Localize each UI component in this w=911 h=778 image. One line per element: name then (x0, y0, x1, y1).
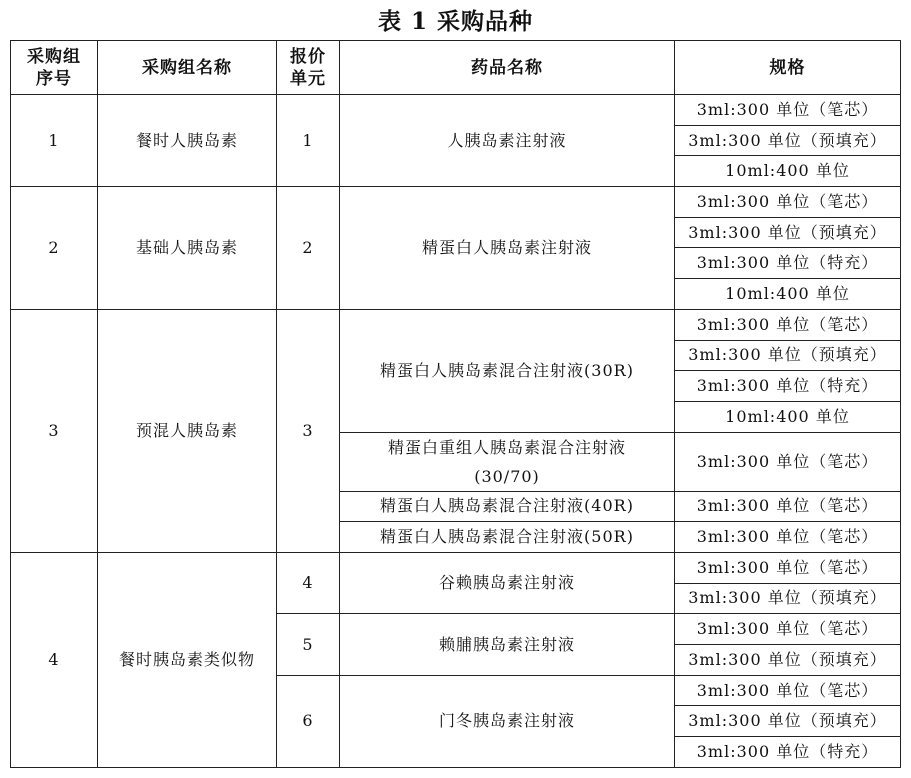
spec-cell: 3ml:300 单位（预填充） (675, 217, 901, 248)
header-unit (277, 41, 340, 95)
group-name-cell: 基础人胰岛素 (98, 187, 277, 310)
unit-cell: 1 (277, 95, 340, 187)
group-name-cell: 预混人胰岛素 (98, 309, 277, 552)
table-row (11, 309, 901, 340)
header-group-no-line2: 序号 (36, 68, 72, 89)
header-unit-line1: 报价 (290, 46, 326, 67)
header-unit-line2: 单元 (290, 68, 326, 89)
group-name-cell: 餐时人胰岛素 (98, 95, 277, 187)
spec-cell: 3ml:300 单位（特充） (675, 737, 901, 768)
drug-name-cell: 精蛋白人胰岛素注射液 (340, 187, 675, 310)
drug-name-line2: (30/70) (474, 466, 540, 486)
spec-cell: 3ml:300 单位（预填充） (675, 645, 901, 676)
spec-cell: 3ml:300 单位（笔芯） (675, 522, 901, 553)
header-drug-name: 药品名称 (340, 41, 675, 95)
spec-cell: 10ml:400 单位 (675, 156, 901, 187)
spec-cell: 3ml:300 单位（预填充） (675, 706, 901, 737)
header-group-no (11, 41, 98, 95)
drug-name-cell: 人胰岛素注射液 (340, 95, 675, 187)
spec-cell: 3ml:300 单位（笔芯） (675, 552, 901, 583)
drug-name-cell: 门冬胰岛素注射液 (340, 675, 675, 767)
spec-cell: 3ml:300 单位（笔芯） (675, 187, 901, 218)
header-group-no-line1: 采购组 (27, 46, 81, 67)
drug-name-cell (340, 432, 675, 491)
unit-cell: 3 (277, 309, 340, 552)
group-no-cell: 2 (11, 187, 98, 310)
spec-cell: 3ml:300 单位（笔芯） (675, 95, 901, 126)
unit-cell: 6 (277, 675, 340, 767)
spec-cell: 3ml:300 单位（特充） (675, 371, 901, 402)
spec-cell: 3ml:300 单位（预填充） (675, 340, 901, 371)
drug-name-cell: 精蛋白人胰岛素混合注射液(50R) (340, 522, 675, 553)
spec-cell: 3ml:300 单位（预填充） (675, 583, 901, 614)
spec-cell: 3ml:300 单位（预填充） (675, 125, 901, 156)
table-row (11, 95, 901, 126)
group-no-cell: 3 (11, 309, 98, 552)
drug-name-cell: 赖脯胰岛素注射液 (340, 614, 675, 675)
spec-cell: 10ml:400 单位 (675, 401, 901, 432)
spec-cell: 10ml:400 单位 (675, 279, 901, 310)
header-row (11, 41, 901, 95)
unit-cell: 5 (277, 614, 340, 675)
header-spec: 规格 (675, 41, 901, 95)
spec-cell: 3ml:300 单位（笔芯） (675, 675, 901, 706)
table-row (11, 187, 901, 218)
table-title: 表 1 采购品种 (377, 8, 534, 35)
spec-cell: 3ml:300 单位（笔芯） (675, 309, 901, 340)
spec-cell: 3ml:300 单位（笔芯） (675, 614, 901, 645)
spec-cell: 3ml:300 单位（特充） (675, 248, 901, 279)
spec-cell: 3ml:300 单位（笔芯） (675, 491, 901, 522)
drug-name-cell: 精蛋白人胰岛素混合注射液(30R) (340, 309, 675, 432)
group-name-cell: 餐时胰岛素类似物 (98, 552, 277, 767)
drug-name-line1: 精蛋白重组人胰岛素混合注射液 (387, 437, 626, 457)
unit-cell: 2 (277, 187, 340, 310)
drug-name-cell: 精蛋白人胰岛素混合注射液(40R) (340, 491, 675, 522)
header-group-name: 采购组名称 (98, 41, 277, 95)
procurement-table (10, 40, 901, 768)
spec-cell: 3ml:300 单位（笔芯） (675, 432, 901, 491)
group-no-cell: 1 (11, 95, 98, 187)
unit-cell: 4 (277, 552, 340, 613)
group-no-cell: 4 (11, 552, 98, 767)
table-row (11, 552, 901, 583)
drug-name-cell: 谷赖胰岛素注射液 (340, 552, 675, 613)
